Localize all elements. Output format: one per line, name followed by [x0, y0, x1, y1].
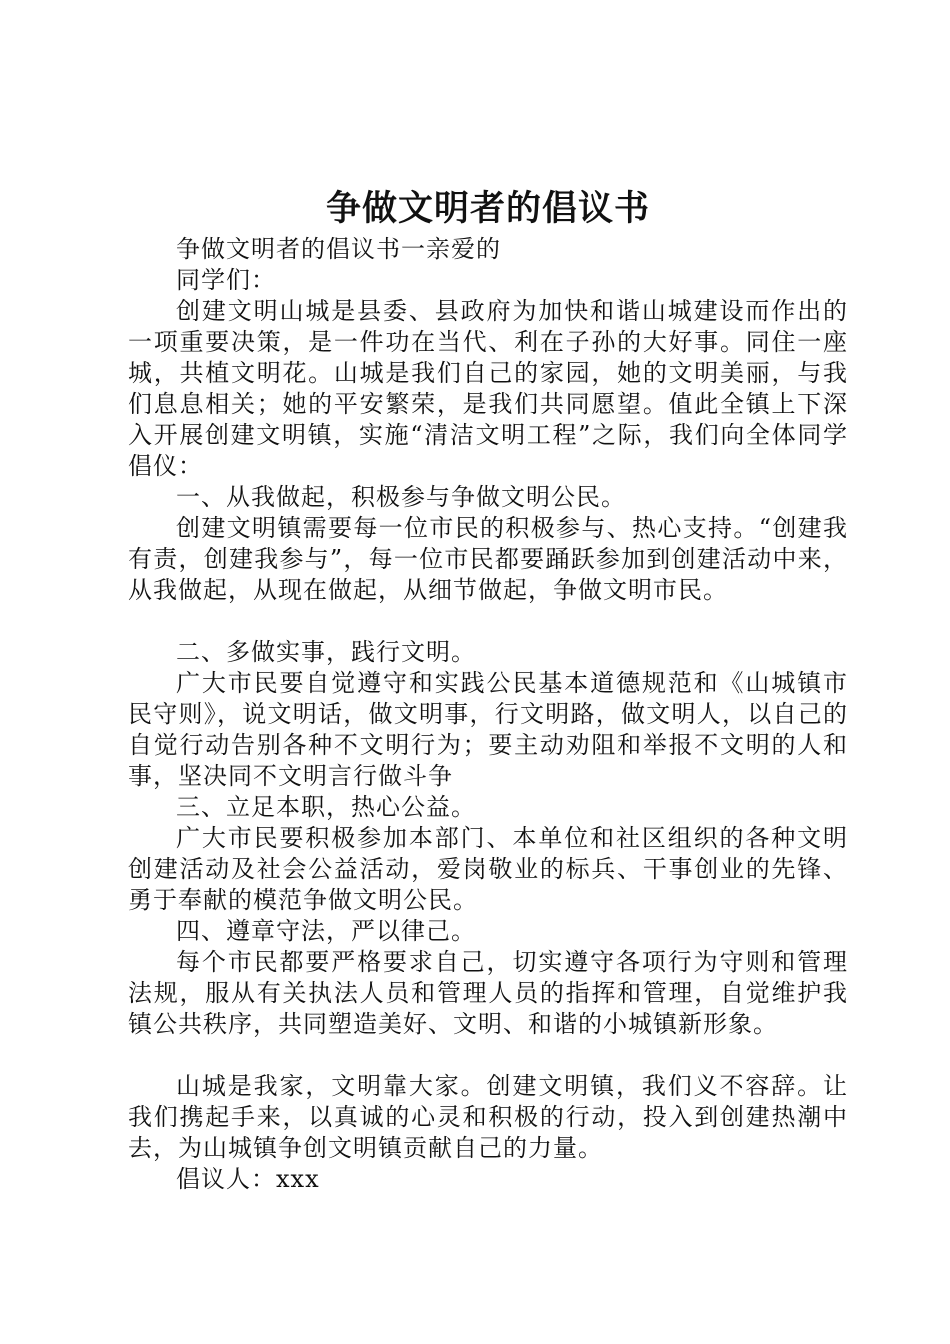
section-heading-3: 三、立足本职，热心公益。: [176, 793, 476, 821]
intro-paragraph: 创建文明山城是县委、县政府为加快和谐山城建设而作出的一项重要决策，是一件功在当代、利在子孙的大好事。同住一座城，共植文明花。山城是我们自己的家园，她的文明美丽，与我们息息相关；她的平安繁荣，是我们共同愿望。值此全镇上下深入开展创建文明镇，实施“清洁文明工程”之际，我们向全体同学倡仪：: [128, 297, 848, 480]
document-title: 争做文明者的倡议书: [325, 188, 650, 229]
section-heading-4: 四、遵章守法，严以律己。: [176, 917, 476, 945]
blank-line: [128, 606, 848, 637]
greeting-line-1: 争做文明者的倡议书一亲爱的: [176, 235, 501, 263]
section-body-2: 广大市民要自觉遵守和实践公民基本道德规范和《山城镇市民守则》，说文明话，做文明事，行文明路，做文明人，以自己的自觉行动告别各种不文明行为；要主动劝阻和举报不文明的人和事，坚决同不文明言行做斗争: [128, 669, 848, 790]
section-heading-1: 一、从我做起，积极参与争做文明公民。: [176, 483, 626, 511]
section-body-4: 每个市民都要严格要求自己，切实遵守各项行为守则和管理法规，服从有关执法人员和管理人员的指挥和管理，自觉维护我镇公共秩序，共同塑造美好、文明、和谐的小城镇新形象。: [128, 948, 848, 1038]
blank-line: [128, 1040, 848, 1071]
greeting-line-2: 同学们：: [176, 266, 276, 294]
section-body-3: 广大市民要积极参加本部门、本单位和社区组织的各种文明创建活动及社会公益活动，爱岗敬业的标兵、干事创业的先锋、勇于奉献的模范争做文明公民。: [128, 824, 848, 914]
section-body-1: 创建文明镇需要每一位市民的积极参与、热心支持。“创建我有责，创建我参与”，每一位市民都要踊跃参加到创建活动中来，从我做起，从现在做起，从细节做起，争做文明市民。: [128, 514, 848, 604]
signature-line: 倡议人：xxx: [176, 1165, 320, 1193]
section-heading-2: 二、多做实事，践行文明。: [176, 638, 476, 666]
document-page: [128, 186, 848, 1195]
closing-paragraph: 山城是我家，文明靠大家。创建文明镇，我们义不容辞。让我们携起手来，以真诚的心灵和积极的行动，投入到创建热潮中去，为山城镇争创文明镇贡献自己的力量。: [128, 1072, 848, 1162]
